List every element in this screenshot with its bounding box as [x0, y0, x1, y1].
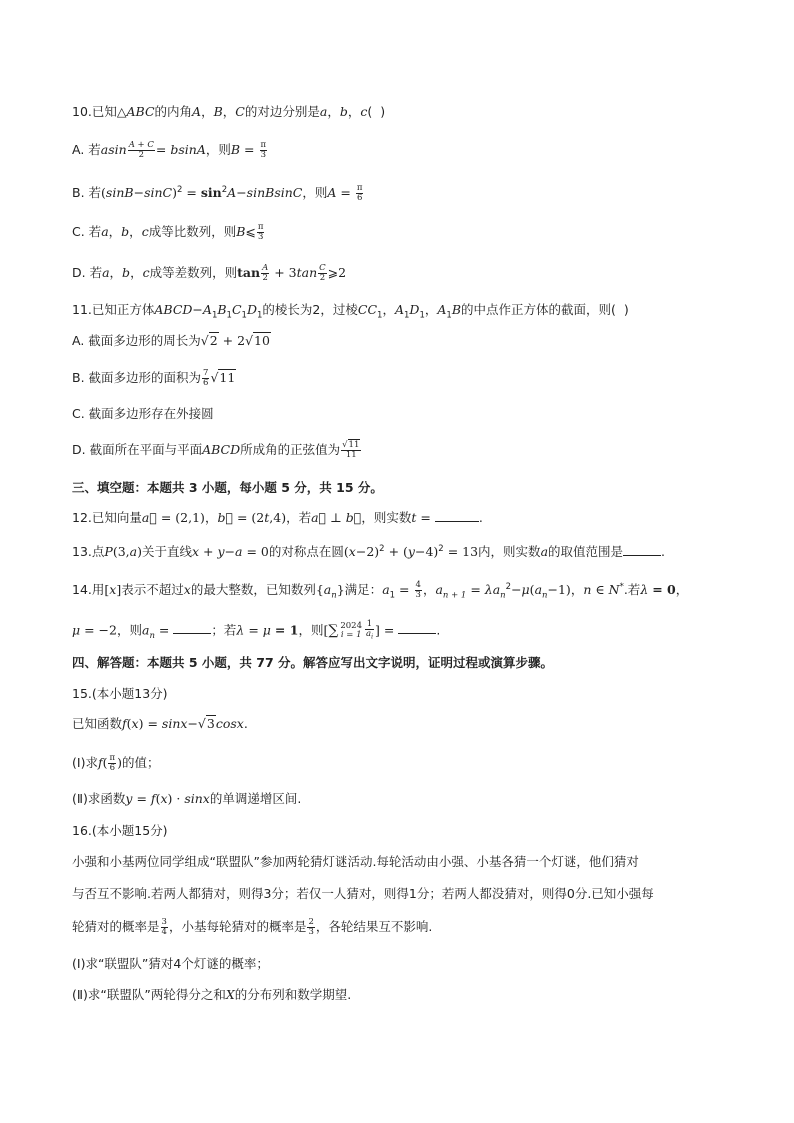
q11-option-a: A. 截面多边形的周长为√2 + 2√10 — [72, 333, 270, 348]
q12-answer-blank[interactable] — [435, 509, 479, 522]
q15-stem: 已知函数f(x) = sinx−√3cosx. — [72, 716, 248, 731]
section-4-heading: 四、解答题：本题共 5 小题，共 77 分。解答应写出文字说明，证明过程或演算步骤。 — [72, 655, 554, 670]
q10-option-a: A. 若asin $\frac{A + C}{2}$ = bsinA，则B = $\frac{\pi}{3}$ — [72, 140, 267, 160]
q10-stem: 10.已知△ABC的内角A，B，C的对边分别是a，b，c( ) — [72, 104, 386, 119]
q11-option-d: D. 截面所在平面与平面ABCD所成角的正弦值为 $\frac{√11}{11}$ — [72, 440, 360, 460]
q15-part-1: (Ⅰ)求f( $\frac{\pi}{6}$ )的值； — [72, 753, 160, 773]
q12-stem: 12.已知向量a⃗ = (2,1)，b⃗ = (2t,4)，若a⃗ ⊥ b⃗，则实数t = . — [72, 510, 483, 525]
q10-option-c: C. 若a，b，c成等比数列，则B⩽ $\frac{\pi}{3}$ — [72, 222, 264, 242]
q16-part-1: (Ⅰ)求“联盟队”猜对4个灯谜的概率； — [72, 956, 269, 971]
q10-option-b: B. 若$(\sin B-\sin C)^2$ = $\sin^2A-sinBsinC$，则A = $\frac{\pi}{6}$ — [72, 183, 363, 204]
q11-stem: 11.已知正方体$ABCD-A_1B_1C_1D_1$的棱长为2，过棱$CC_1$，$A_1D_1$，$A_1B$的中点作正方体的截面，则( ) — [72, 302, 629, 321]
q15-part-2: (Ⅱ)求函数y = f(x) · sinx的单调递增区间. — [72, 791, 302, 806]
q10-option-d: D. 若a，b，c成等差数列，则tan $\frac{A}{2}$ + 3tan $\frac{C}{2}$ ⩾2 — [72, 263, 347, 283]
q16-part-2: (Ⅱ)求“联盟队”两轮得分之和X的分布列和数学期望. — [72, 987, 352, 1002]
q14-answer-blank-2[interactable] — [398, 621, 436, 634]
q16-header: 16.(本小题15分) — [72, 823, 168, 838]
q16-stem-line-1: 小强和小基两位同学组成“联盟队”参加两轮猜灯谜活动.每轮活动由小强、小基各猜一个灯谜，他们猜对 — [72, 854, 639, 869]
q16-stem-line-2: 与否互不影响.若两人都猜对，则得3分；若仅一人猜对，则得1分；若两人都没猜对，则得0分.已知小强每 — [72, 886, 654, 901]
section-3-heading: 三、填空题：本题共 3 小题，每小题 5 分，共 15 分。 — [72, 480, 383, 495]
q11-option-b: B. 截面多边形的面积为 $\frac{7}{6}$ √11 — [72, 368, 236, 388]
q14-stem: 14.用[x]表示不超过x的最大整数，已知数列$\{a_n\}$满足：$a_1$ = $\frac{4}{3}$ ，$a_{n + 1} = \lambda a_n^2-\mu(a_n-1)$，n ∈ N*.若λ = 0， — [72, 580, 689, 601]
q14-line2: μ = −2，则$a_n$ = ；若λ = μ = 1，则[∑ 2024 i = 1 $\frac{1}{a_i}$ ] = . — [72, 619, 441, 641]
q16-stem-line-3: 轮猜对的概率是 $\frac{3}{4}$ ，小基每轮猜对的概率是 $\frac{2}{3}$ ，各轮结果互不影响. — [72, 917, 433, 937]
q13-stem: 13.点P(3,a)关于直线x + y−a = 0的对称点在圆$(x-2)^2 + (y-4)^2 = 13$内，则实数a的取值范围是 . — [72, 544, 666, 560]
q14-answer-blank-1[interactable] — [173, 621, 211, 634]
q15-header: 15.(本小题13分) — [72, 686, 168, 701]
q13-answer-blank[interactable] — [623, 543, 661, 556]
q11-option-c: C. 截面多边形存在外接圆 — [72, 406, 214, 421]
